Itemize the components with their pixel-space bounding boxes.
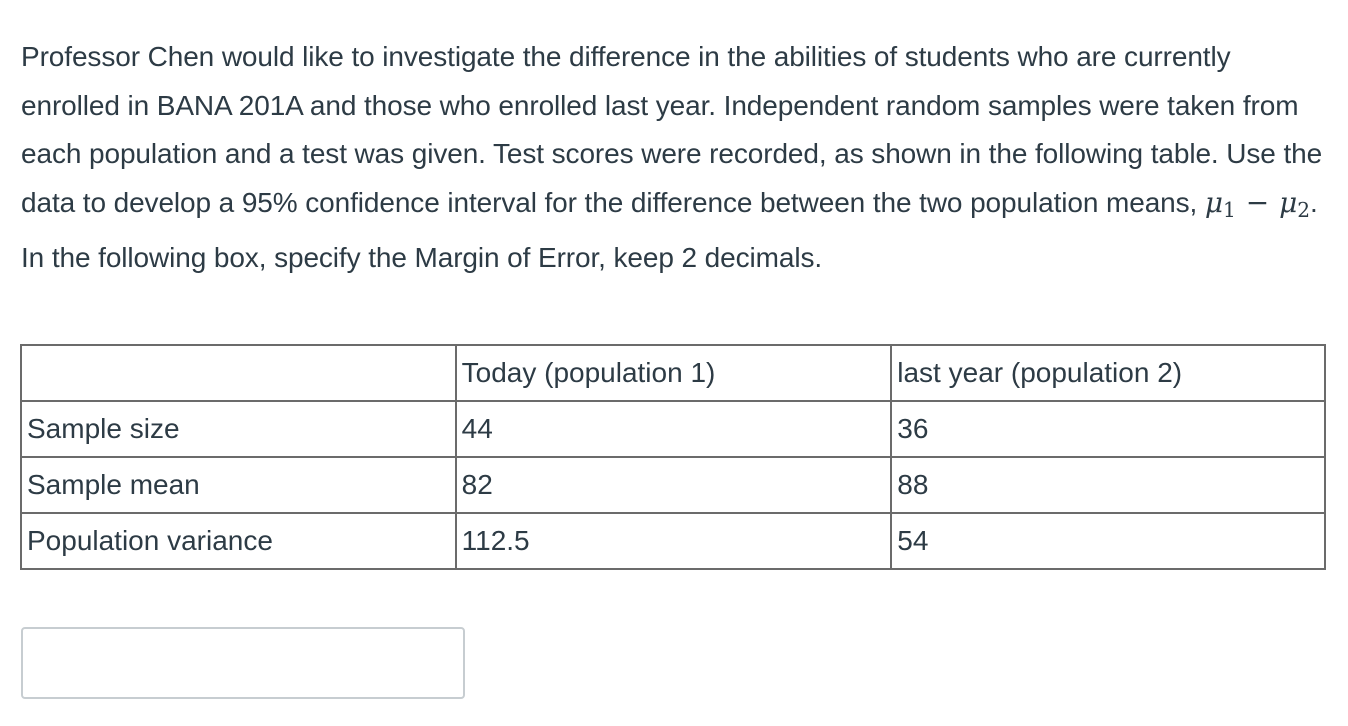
question-paragraph <box>21 33 1331 283</box>
table-row <box>21 457 1325 513</box>
mu-1-subscript: 1 <box>1223 197 1236 222</box>
table-row-label: Sample size <box>21 401 456 457</box>
table-header-cell: last year (population 2) <box>891 345 1325 401</box>
mu-1-symbol: μ <box>1204 185 1224 219</box>
table-cell: 44 <box>456 401 892 457</box>
table-header-cell <box>21 345 456 401</box>
table-row <box>21 513 1325 569</box>
table-row-label: Population variance <box>21 513 456 569</box>
question-text-before-math: Professor Chen would like to investigate the difference in the abilities of students who are currently enrolled in BANA 201A and those who enrolled last year. Independent random samples were taken from each population and a test was given. Test scores were recorded, as shown in the following table. Use the data to develop a 95% confidence interval for the difference between the two population means, <box>21 41 1323 218</box>
table-cell: 54 <box>891 513 1325 569</box>
table-header-row <box>21 345 1325 401</box>
data-table <box>20 344 1326 570</box>
table-cell: 82 <box>456 457 892 513</box>
table-cell: 112.5 <box>456 513 892 569</box>
table-row <box>21 401 1325 457</box>
table-cell: 36 <box>891 401 1325 457</box>
mu-2-subscript: 2 <box>1297 197 1310 222</box>
question-text-after-math: . In the following box, specify the Margin of Error, keep 2 decimals. <box>21 186 1318 274</box>
answer-input[interactable] <box>21 627 465 699</box>
mu-2-symbol: μ <box>1279 185 1298 219</box>
question-text <box>21 33 1331 283</box>
table-header-cell: Today (population 1) <box>456 345 892 401</box>
table-row-label: Sample mean <box>21 457 456 513</box>
mu-difference-formula <box>1204 185 1310 222</box>
minus-sign: − <box>1245 185 1270 219</box>
table-cell: 88 <box>891 457 1325 513</box>
